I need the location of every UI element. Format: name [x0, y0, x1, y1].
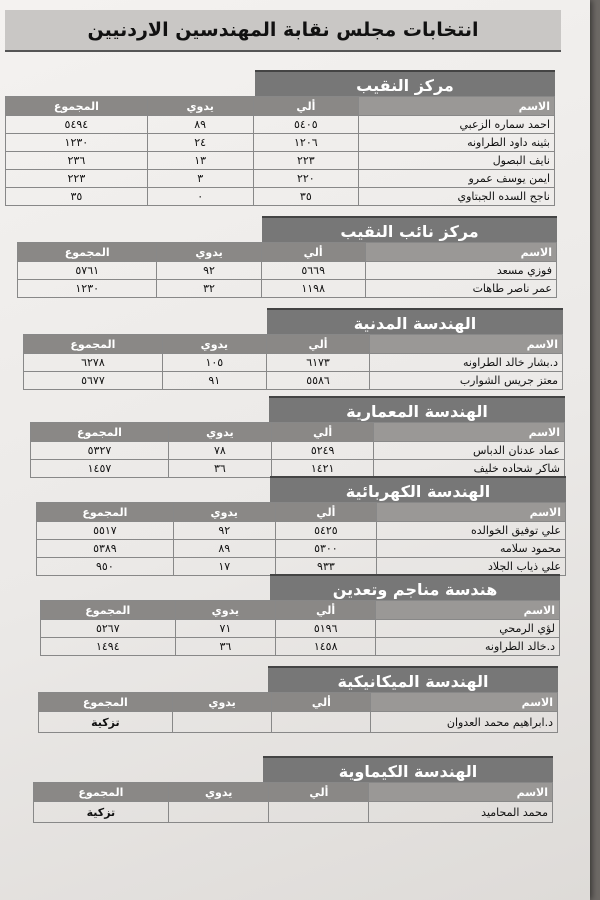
column-header-name: الاسم [371, 693, 558, 712]
results-table [36, 502, 566, 576]
cell-electronic: ١٤٥٨ [276, 638, 376, 656]
table-row [39, 712, 558, 733]
cell-manual [172, 712, 272, 733]
column-header-manual: يدوي [172, 693, 272, 712]
column-header-manual: يدوي [168, 423, 271, 442]
cell-electronic: ١١٩٨ [261, 280, 365, 298]
cell-total: ١٢٣٠ [6, 134, 148, 152]
column-header-electronic: ألي [272, 693, 371, 712]
cell-electronic: ٥٢٤٩ [271, 442, 374, 460]
column-header-manual: يدوي [157, 243, 261, 262]
cell-total: ٢٢٣ [6, 170, 148, 188]
table-header-row [41, 601, 560, 620]
results-table [40, 600, 560, 656]
column-header-manual: يدوي [162, 335, 266, 354]
cell-total: ٥٣٨٩ [37, 540, 174, 558]
results-table [30, 422, 565, 478]
cell-name: عمر ناصر طاهات [365, 280, 556, 298]
section-title: الهندسة الكيماوية [263, 756, 553, 786]
cell-total: ٥٢٦٧ [41, 620, 176, 638]
cell-total: تزكية [34, 802, 169, 823]
cell-name: محمد المحاميد [369, 802, 553, 823]
cell-manual: ١٣ [147, 152, 253, 170]
cell-manual: ٨٩ [173, 540, 275, 558]
table-row [34, 802, 553, 823]
section-title: مركز نائب النقيب [262, 216, 557, 246]
column-header-manual: يدوي [168, 783, 269, 802]
cell-name: محمود سلامه [377, 540, 566, 558]
column-header-manual: يدوي [173, 503, 275, 522]
cell-name: معتز جريس الشوارب [370, 372, 563, 390]
cell-total: ٣٥ [6, 188, 148, 206]
column-header-total: المجموع [41, 601, 176, 620]
cell-name: نايف البصول [359, 152, 555, 170]
column-header-electronic: ألي [275, 503, 376, 522]
cell-electronic: ٥١٩٦ [276, 620, 376, 638]
cell-electronic: ٢٢٠ [253, 170, 358, 188]
cell-total: ٥٥١٧ [37, 522, 174, 540]
table-header-row [6, 97, 555, 116]
table-header-row [18, 243, 557, 262]
table-header-row [37, 503, 566, 522]
cell-electronic: ٥٦٦٩ [261, 262, 365, 280]
column-header-total: المجموع [24, 335, 163, 354]
column-header-name: الاسم [359, 97, 555, 116]
column-header-total: المجموع [39, 693, 173, 712]
cell-manual: ٣٦ [175, 638, 276, 656]
table-header-row [31, 423, 565, 442]
table-row [41, 620, 560, 638]
cell-electronic: ١٢٠٦ [253, 134, 358, 152]
column-header-electronic: ألي [266, 335, 370, 354]
table-row [31, 442, 565, 460]
cell-total: ٩٥٠ [37, 558, 174, 576]
section-title: هندسة مناجم وتعدين [270, 574, 560, 604]
cell-name: د.بشار خالد الطراونه [370, 354, 563, 372]
cell-name: فوزي مسعد [365, 262, 556, 280]
table-header-row [24, 335, 563, 354]
section-title: الهندسة المدنية [267, 308, 563, 338]
cell-name: د.خالد الطراونه [376, 638, 560, 656]
results-table [33, 782, 553, 823]
section-title: مركز النقيب [255, 70, 555, 100]
cell-manual: ٣٦ [168, 460, 271, 478]
cell-electronic: ٢٢٣ [253, 152, 358, 170]
cell-manual [168, 802, 269, 823]
cell-manual: ٨٩ [147, 116, 253, 134]
cell-total: تزكية [39, 712, 173, 733]
table-row [37, 540, 566, 558]
cell-electronic [269, 802, 369, 823]
cell-electronic [272, 712, 371, 733]
results-table [38, 692, 558, 733]
column-header-electronic: ألي [253, 97, 358, 116]
table-row [24, 372, 563, 390]
cell-electronic: ٣٥ [253, 188, 358, 206]
cell-name: احمد سماره الزعبي [359, 116, 555, 134]
column-header-electronic: ألي [269, 783, 369, 802]
results-table [5, 96, 555, 206]
cell-name: علي توفيق الخوالده [377, 522, 566, 540]
cell-name: عماد عدنان الدباس [374, 442, 565, 460]
table-row [6, 152, 555, 170]
results-table [17, 242, 557, 298]
cell-manual: ١٠٥ [162, 354, 266, 372]
cell-name: د.ابراهيم محمد العدوان [371, 712, 558, 733]
column-header-name: الاسم [374, 423, 565, 442]
cell-total: ١٤٩٤ [41, 638, 176, 656]
table-header-row [34, 783, 553, 802]
column-header-electronic: ألي [271, 423, 374, 442]
cell-electronic: ٥٤٠٥ [253, 116, 358, 134]
cell-name: بثينه داود الطراونه [359, 134, 555, 152]
cell-name: ايمن يوسف عمرو [359, 170, 555, 188]
cell-manual: ٧١ [175, 620, 276, 638]
table-row [6, 134, 555, 152]
section-title: الهندسة المعمارية [269, 396, 565, 426]
section-title: الهندسة الميكانيكية [268, 666, 558, 696]
cell-total: ٢٣٦ [6, 152, 148, 170]
table-row [18, 262, 557, 280]
cell-electronic: ٥٥٨٦ [266, 372, 370, 390]
column-header-total: المجموع [37, 503, 174, 522]
cell-total: ١٤٥٧ [31, 460, 169, 478]
cell-manual: ٣ [147, 170, 253, 188]
cell-manual: ٧٨ [168, 442, 271, 460]
cell-total: ٥٦٧٧ [24, 372, 163, 390]
cell-manual: ٠ [147, 188, 253, 206]
cell-manual: ١٧ [173, 558, 275, 576]
column-header-name: الاسم [365, 243, 556, 262]
column-header-manual: يدوي [147, 97, 253, 116]
cell-total: ٥٣٢٧ [31, 442, 169, 460]
table-header-row [39, 693, 558, 712]
cell-name: لؤي الرمحي [376, 620, 560, 638]
cell-electronic: ٥٤٢٥ [275, 522, 376, 540]
table-row [18, 280, 557, 298]
cell-manual: ٩٢ [173, 522, 275, 540]
cell-total: ١٢٣٠ [18, 280, 157, 298]
column-header-electronic: ألي [276, 601, 376, 620]
cell-manual: ٢٤ [147, 134, 253, 152]
table-row [24, 354, 563, 372]
table-row [6, 116, 555, 134]
column-header-total: المجموع [34, 783, 169, 802]
column-header-electronic: ألي [261, 243, 365, 262]
cell-name: علي ذياب الجلاد [377, 558, 566, 576]
cell-electronic: ٥٣٠٠ [275, 540, 376, 558]
results-table [23, 334, 563, 390]
table-row [41, 638, 560, 656]
table-row [6, 188, 555, 206]
table-row [37, 558, 566, 576]
column-header-manual: يدوي [175, 601, 276, 620]
cell-electronic: ١٤٢١ [271, 460, 374, 478]
section-title: الهندسة الكهربائية [270, 476, 566, 506]
cell-manual: ٩٢ [157, 262, 261, 280]
column-header-total: المجموع [6, 97, 148, 116]
table-row [37, 522, 566, 540]
cell-total: ٥٧٦١ [18, 262, 157, 280]
cell-total: ٦٢٧٨ [24, 354, 163, 372]
column-header-name: الاسم [370, 335, 563, 354]
column-header-name: الاسم [376, 601, 560, 620]
page-title: انتخابات مجلس نقابة المهندسين الاردنيين [5, 10, 561, 52]
table-row [6, 170, 555, 188]
table-row [31, 460, 565, 478]
cell-electronic: ٩٣٣ [275, 558, 376, 576]
cell-name: شاكر شحاده خليف [374, 460, 565, 478]
cell-manual: ٩١ [162, 372, 266, 390]
cell-manual: ٣٢ [157, 280, 261, 298]
column-header-total: المجموع [31, 423, 169, 442]
column-header-name: الاسم [369, 783, 553, 802]
cell-electronic: ٦١٧٣ [266, 354, 370, 372]
cell-name: ناجح السده الجبتاوي [359, 188, 555, 206]
cell-total: ٥٤٩٤ [6, 116, 148, 134]
column-header-name: الاسم [377, 503, 566, 522]
column-header-total: المجموع [18, 243, 157, 262]
